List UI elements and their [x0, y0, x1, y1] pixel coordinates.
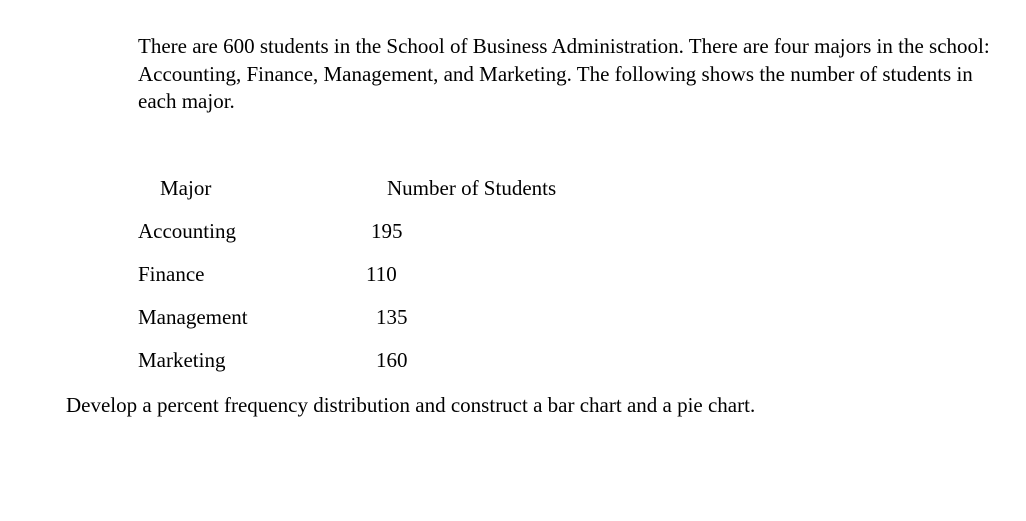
row-major: Management	[138, 305, 248, 329]
row-major: Accounting	[138, 219, 236, 243]
header-major: Major	[160, 176, 212, 200]
row-count: 110	[366, 262, 397, 286]
header-number-of-students: Number of Students	[387, 176, 557, 200]
row-count: 195	[371, 219, 403, 243]
row-major: Marketing	[138, 348, 226, 372]
row-count: 135	[376, 305, 408, 329]
problem-instruction: Develop a percent frequency distribution and construct a bar chart and a pie chart.	[66, 393, 756, 417]
row-major: Finance	[138, 262, 205, 286]
problem-intro: There are 600 students in the School of Business Administration. There are four majors in the school: Accounting, Finance, Management, and Marketing. The following shows the number of students in each major.	[138, 34, 990, 113]
row-count: 160	[376, 348, 408, 372]
